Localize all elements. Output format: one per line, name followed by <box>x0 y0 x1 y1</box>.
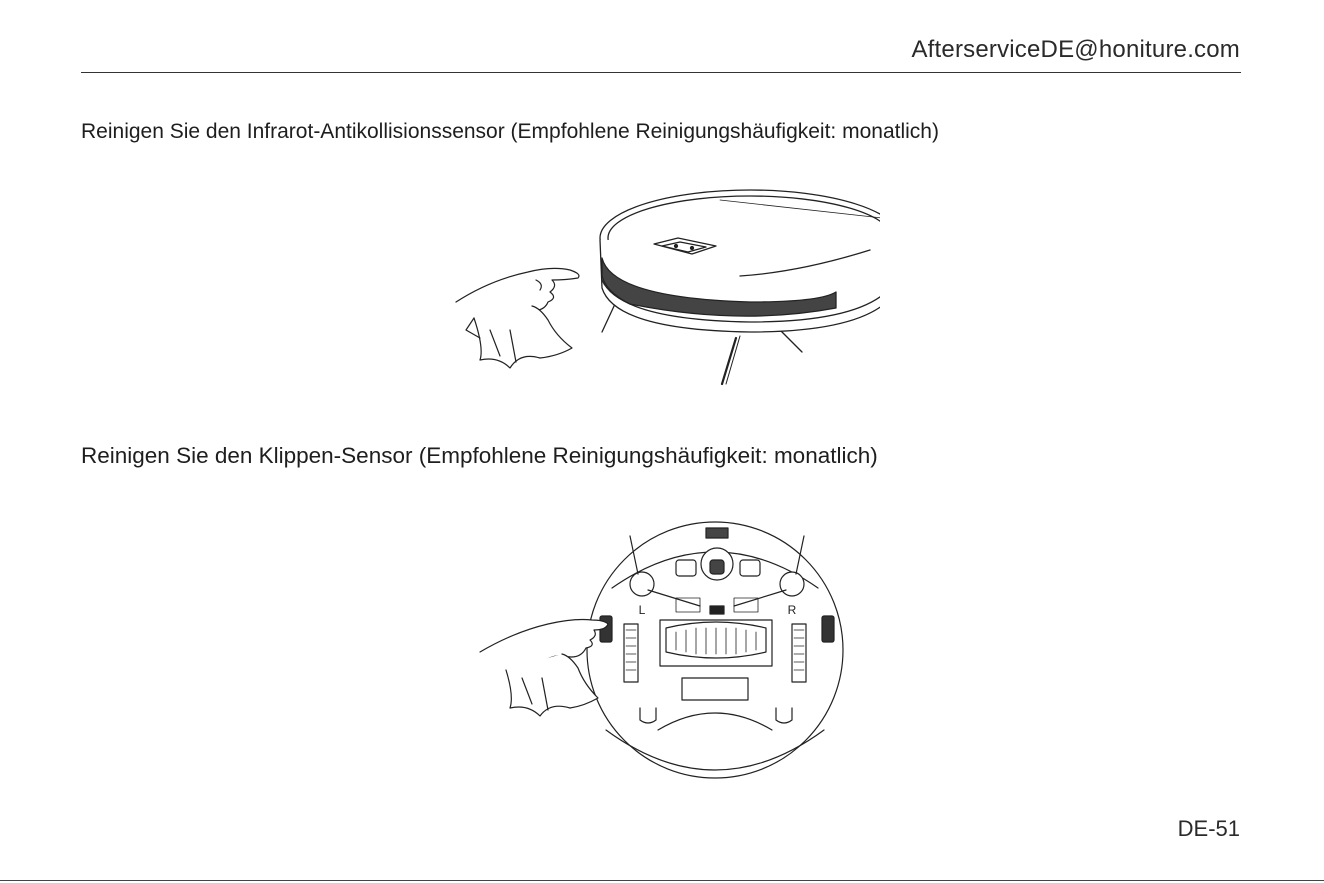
robot-side-view-illustration <box>440 180 880 390</box>
robot-body-side <box>600 238 880 332</box>
footer-divider <box>0 880 1324 881</box>
robot-underside-illustration <box>470 520 860 785</box>
drive-wheel-right <box>792 624 806 682</box>
drive-wheel-left <box>624 624 638 682</box>
header-email: AfterserviceDE@honiture.com <box>911 36 1240 63</box>
section-title-infrared-sensor: Reinigen Sie den Infrarot-Antikollisionssensor (Empfohlene Reinigungshäufigkeit: monatlich) <box>81 120 939 143</box>
label-left: L <box>638 603 646 617</box>
side-brush-leg <box>602 304 615 332</box>
side-brush-leg <box>722 338 736 384</box>
side-brush-leg <box>780 330 802 352</box>
charging-contact <box>706 528 728 538</box>
side-brush-right <box>780 572 804 596</box>
label-right: R <box>787 603 797 617</box>
header-divider <box>81 72 1241 73</box>
side-brush-leg <box>726 336 740 384</box>
hand-with-cloth-icon <box>456 268 579 368</box>
side-brush-left <box>630 572 654 596</box>
cliff-sensor-right <box>822 616 834 642</box>
page-number: DE-51 <box>1177 816 1240 841</box>
section-title-cliff-sensor: Reinigen Sie den Klippen-Sensor (Empfohlene Reinigungshäufigkeit: monatlich) <box>81 443 878 468</box>
